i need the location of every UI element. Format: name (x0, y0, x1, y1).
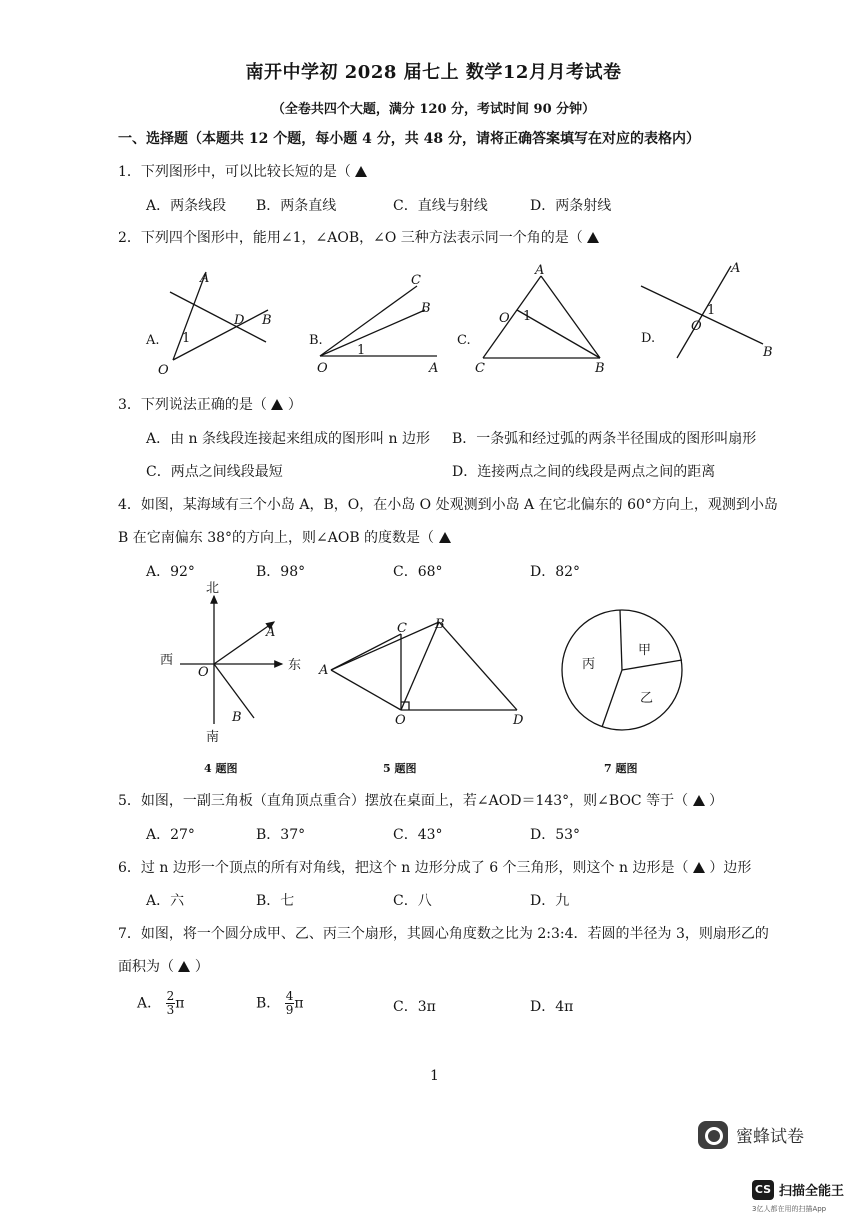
question-6-stem: 6．过 n 边形一个顶点的所有对角线，把这个 n 边形分成了 6 个三角形，则这个 n 边形是（ ）边形 (118, 860, 752, 876)
q7-option-d: D．4π (530, 999, 574, 1015)
exam-subtitle: （全卷共四个大题，满分 120 分，考试时间 90 分钟） (271, 102, 596, 117)
answer-triangle-icon (271, 399, 283, 410)
q2-figure-b (305, 272, 455, 382)
fig-a-option: A. (146, 333, 160, 348)
question-4-stem-line2: B 在它南偏东 38°的方向上，则∠AOB 的度数是（ (118, 528, 451, 548)
q4-option-d: D．82° (530, 564, 581, 580)
fig-a-label-d: D (234, 313, 245, 328)
q5-option-d: D．53° (530, 827, 581, 843)
question-4-stem: 4．如图，某海域有三个小岛 A，B，O，在小岛 O 处观测到小岛 A 在它北偏东的 60°方向上，观测到小岛 (118, 497, 778, 513)
fig-c-side-ca (483, 276, 541, 358)
fig7-radius-3 (602, 670, 622, 727)
q7-option-a-fraction: $\frac{2}{3}$ (166, 989, 175, 1017)
brand-mifeng: 蜜蜂试卷 (736, 1127, 804, 1147)
answer-triangle-icon (178, 961, 190, 972)
fig5-label-c: C (397, 621, 407, 636)
q5-option-b: B．37° (256, 827, 306, 843)
brand-camscanner: 扫描全能王 (779, 1184, 845, 1199)
question-7-stem-line2: 面积为（ ） (118, 959, 209, 975)
page-number: 1 (430, 1068, 439, 1084)
q5-option-a: A．27° (146, 827, 195, 843)
q6-option-a: A．六 (146, 893, 185, 909)
fig7-label-jia: 甲 (638, 643, 652, 658)
figure-7-circle (558, 606, 698, 778)
question-5-stem: 5．如图，一副三角板（直角顶点重合）摆放在桌面上，若∠AOD＝143°，则∠BOC 等于（ ） (118, 793, 723, 809)
question-3-stem: 3．下列说法正确的是（ ） (118, 397, 302, 413)
fig-d-label-a: A (731, 261, 741, 276)
fig4-label-west: 西 (160, 653, 174, 668)
fig-c-option: C. (457, 333, 471, 348)
q4-option-b: B．98° (256, 564, 306, 580)
fig7-radius-2 (622, 660, 682, 670)
fig-c-side-ab (541, 276, 600, 358)
q5-option-c: C．43° (393, 827, 443, 843)
fig-c-label-c: C (475, 361, 485, 376)
fig4-label-south: 南 (206, 730, 220, 745)
fig4-label-east: 东 (288, 658, 302, 673)
q4-option-a: A．92° (146, 564, 195, 580)
question-2-stem: 2．下列四个图形中，能用∠1，∠AOB，∠O 三种方法表示同一个角的是（ (118, 228, 599, 248)
fig4-label-b: B (232, 710, 242, 725)
fig-b-label-a: A (429, 361, 439, 376)
question-7-stem: 7．如图，将一个圆分成甲、乙、丙三个扇形，其圆心角度数之比为 2:3:4．若圆的半径为 3，则扇形乙的 (118, 926, 769, 942)
fig-d-line-2 (641, 286, 763, 344)
fig4-caption: 4 题图 (204, 762, 238, 775)
fig5-bd (439, 622, 517, 710)
answer-triangle-icon (693, 862, 705, 873)
fig4-label-north: 北 (206, 581, 220, 596)
figure-5-triangles (315, 612, 535, 778)
fig5-caption: 5 题图 (383, 762, 417, 775)
q2-figure-d (635, 258, 785, 368)
answer-triangle-icon (439, 532, 451, 543)
q3-option-a: A．由 n 条线段连接起来组成的图形叫 n 边形 (146, 431, 430, 447)
fig-c-label-a: A (535, 263, 545, 278)
fig-c-label-1: 1 (523, 309, 532, 324)
question-1-stem: 1．下列图形中，可以比较长短的是（ (118, 162, 367, 182)
fig4-ray-a (214, 622, 274, 664)
fig-d-label-b: B (763, 345, 773, 360)
fig-d-label-o: O (691, 319, 702, 334)
q1-option-b: B．两条直线 (256, 198, 337, 214)
fig-b-ray-b (320, 310, 425, 356)
fig7-label-yi: 乙 (640, 691, 654, 706)
exam-title: 南开中学初 2028 届七上 数学12月月考试卷 (245, 62, 622, 83)
fig7-caption: 7 题图 (604, 762, 638, 775)
q6-option-c: C．八 (393, 893, 432, 909)
q3-option-c: C．两点之间线段最短 (146, 464, 283, 480)
q6-option-b: B．七 (256, 893, 295, 909)
fig-b-label-b: B (421, 301, 431, 316)
fig5-ao (331, 670, 401, 710)
fig-a-label-1: 1 (182, 331, 191, 346)
q3-option-b: B．一条弧和经过弧的两条半径围成的图形叫扇形 (452, 431, 757, 447)
fig-b-label-c: C (411, 273, 421, 288)
fig-b-label-o: O (317, 361, 328, 376)
fig5-ab (331, 622, 439, 670)
fig7-label-bing: 丙 (582, 657, 596, 672)
fig-d-option: D. (641, 331, 656, 346)
fig5-label-b: B (435, 617, 445, 632)
fig5-label-d: D (513, 713, 524, 728)
fig-a-label-a: A (200, 271, 210, 286)
q2-figure-a (140, 262, 280, 382)
q7-option-c: C．3π (393, 999, 436, 1015)
q1-option-c: C．直线与射线 (393, 198, 488, 214)
fig-b-ray-c (320, 286, 417, 356)
q3-option-d: D．连接两点之间的线段是两点之间的距离 (452, 464, 716, 480)
fig4-label-a: A (266, 625, 276, 640)
fig5-ac (331, 634, 401, 670)
q4-option-c: C．68° (393, 564, 443, 580)
fig4-label-o: O (198, 665, 209, 680)
fig-d-line-1 (677, 266, 731, 358)
q1-option-d: D．两条射线 (530, 198, 612, 214)
q7-option-b-fraction: $\frac{4}{9}$ (285, 989, 294, 1017)
fig5-label-o: O (395, 713, 406, 728)
section-heading: 一、选择题（本题共 12 个题，每小题 4 分，共 48 分，请将正确答案填写在对应的表格内） (118, 131, 700, 147)
fig-d-label-1: 1 (707, 303, 716, 318)
fig-b-label-1: 1 (357, 343, 366, 358)
figure-4-compass (158, 578, 318, 778)
brand-camscanner-tagline: 3亿人都在用的扫描App (752, 1205, 827, 1213)
q1-option-a: A．两条线段 (146, 198, 227, 214)
answer-triangle-icon (587, 232, 599, 243)
q7-option-b: B． $\frac{4}{9}$ π (256, 989, 304, 1017)
q7-option-a: A． $\frac{2}{3}$ π (137, 989, 185, 1017)
fig-c-label-b: B (595, 361, 605, 376)
fig-c-label-o: O (499, 311, 510, 326)
fig-a-label-o: O (158, 363, 169, 378)
q2-figure-c (455, 262, 615, 382)
fig-b-option: B. (309, 333, 323, 348)
fig7-radius-1 (620, 610, 622, 670)
answer-triangle-icon (355, 166, 367, 177)
fig-a-label-b: B (262, 313, 272, 328)
q6-option-d: D．九 (530, 893, 570, 909)
camscanner-logo-icon: CS (752, 1180, 774, 1200)
answer-triangle-icon (693, 795, 705, 806)
mifeng-logo-icon (698, 1121, 728, 1149)
fig5-label-a: A (319, 663, 329, 678)
